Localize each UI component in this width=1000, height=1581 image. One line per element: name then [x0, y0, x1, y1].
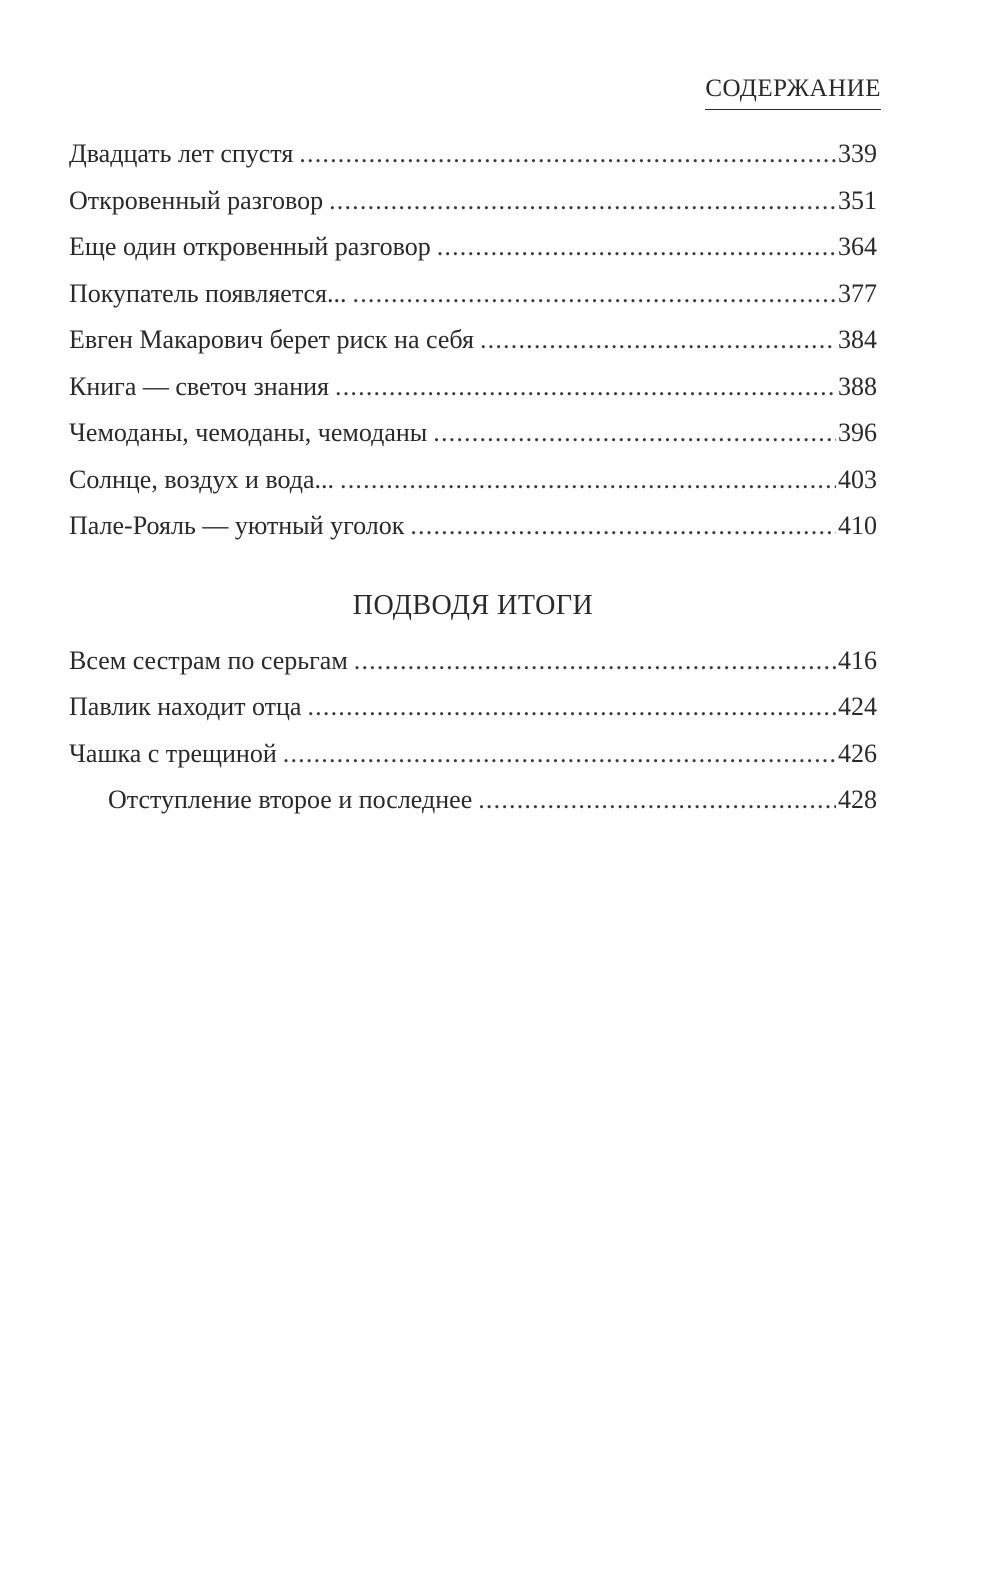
dot-leader — [307, 684, 836, 731]
dot-leader — [480, 317, 836, 364]
toc-entry-page: 384 — [838, 325, 877, 354]
toc-entry-page: 403 — [838, 464, 877, 494]
toc-entry-title: Двадцать лет спустя — [69, 139, 294, 168]
toc-entry-page: 351 — [838, 185, 877, 215]
toc-entry-title: Пале-Рояль — уютный уголок — [69, 511, 405, 540]
toc-entry-title: Солнце, воздух и вода... — [69, 464, 335, 494]
toc-entry-title: Еще один откровенный разговор — [69, 232, 431, 261]
dot-leader — [283, 731, 836, 778]
toc-entry — [69, 131, 877, 178]
toc-entry — [69, 224, 877, 271]
toc-entry-title: Книга — светоч знания — [69, 371, 330, 401]
toc-entry-title: Всем сестрам по серьгам — [69, 645, 348, 675]
toc-entry-page: 426 — [838, 738, 877, 768]
dot-leader — [478, 777, 836, 824]
toc-entry — [69, 731, 877, 778]
toc-entry-title: Павлик находит отца — [69, 692, 302, 721]
toc-entry-page: 428 — [838, 785, 877, 814]
dot-leader — [353, 271, 836, 318]
toc-entry — [69, 317, 877, 364]
toc-entry — [69, 457, 877, 504]
toc-entry-page: 364 — [838, 232, 877, 261]
toc-entry-title: Покупатель появляется... — [69, 278, 347, 308]
section-heading: ПОДВОДЯ ИТОГИ — [352, 589, 594, 621]
dot-leader — [329, 178, 836, 225]
toc-entry — [69, 684, 877, 731]
toc-entry-title: Отступление второе и последнее — [108, 785, 473, 814]
dot-leader — [410, 503, 836, 550]
toc-entry-page: 424 — [838, 692, 877, 721]
toc-entry-title: Чемоданы, чемоданы, чемоданы — [69, 418, 428, 447]
toc-entry-page: 416 — [838, 645, 877, 675]
table-of-contents — [69, 131, 877, 824]
toc-entry-page: 339 — [838, 139, 877, 168]
toc-entry-page: 396 — [838, 418, 877, 447]
toc-entry — [69, 503, 877, 550]
toc-entry — [69, 178, 877, 225]
dot-leader — [335, 364, 836, 411]
dot-leader — [299, 131, 836, 178]
dot-leader — [354, 638, 836, 685]
toc-entry-page: 388 — [838, 371, 877, 401]
toc-entry-page: 410 — [838, 511, 877, 540]
dot-leader — [340, 457, 836, 504]
toc-entry-title: Чашка с трещиной — [69, 738, 277, 768]
toc-entry-page: 377 — [838, 278, 877, 308]
running-head: СОДЕРЖАНИЕ — [705, 72, 881, 110]
toc-entry — [69, 364, 877, 411]
toc-entry-title: Евген Макарович берет риск на себя — [69, 325, 474, 354]
dot-leader — [437, 224, 836, 271]
toc-subentry — [69, 777, 877, 824]
toc-entry — [69, 410, 877, 457]
toc-entry — [69, 638, 877, 685]
dot-leader — [433, 410, 836, 457]
toc-entry-title: Откровенный разговор — [69, 185, 324, 215]
toc-entry — [69, 271, 877, 318]
